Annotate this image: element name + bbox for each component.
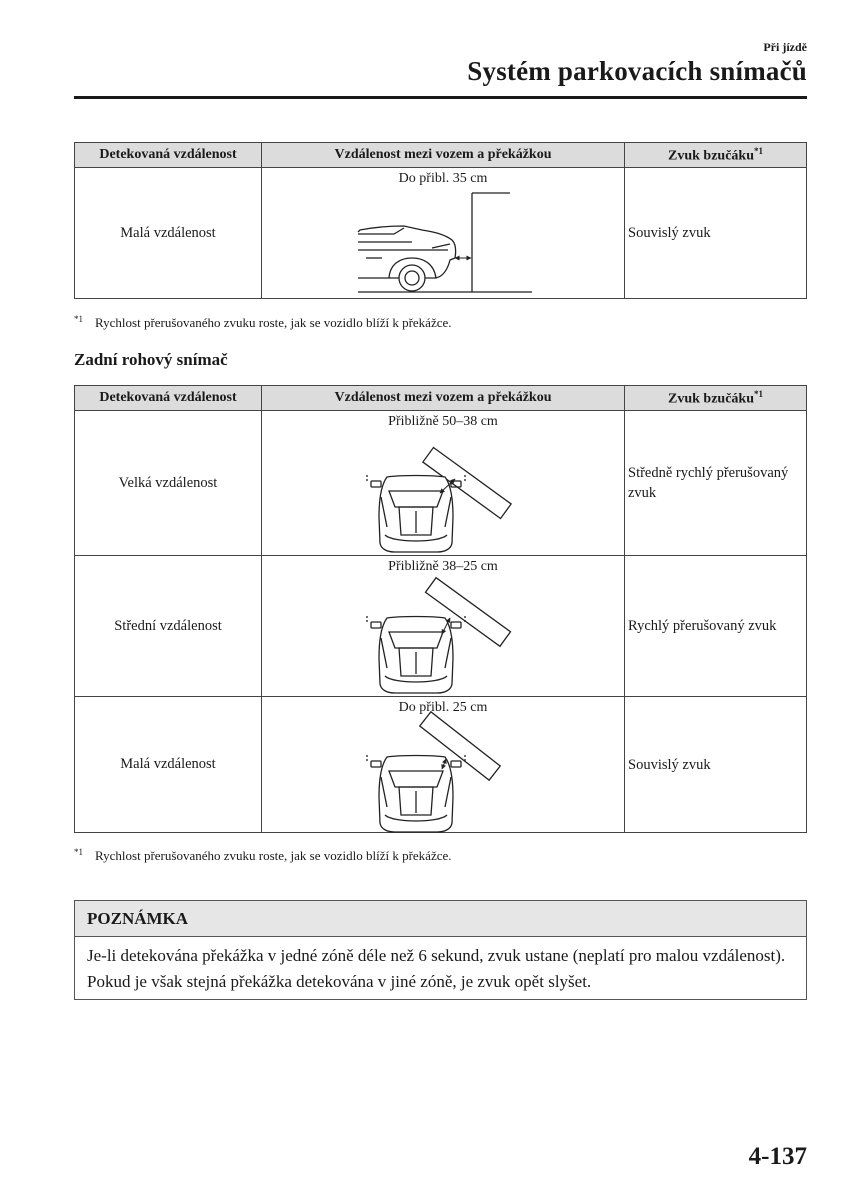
page-title: Systém parkovacích snímačů: [467, 56, 807, 86]
distance-cell: Střední vzdálenost: [75, 556, 262, 697]
table-header-row: [75, 386, 807, 411]
top-car-icon: [367, 475, 465, 552]
page-number: 4-137: [748, 1143, 807, 1170]
sound-cell: Rychlý přerušovaný zvuk: [625, 556, 807, 697]
table-row: [75, 697, 807, 833]
diagram-cell: [262, 556, 625, 697]
header-car-obstacle-distance: Vzdálenost mezi vozem a překážkou: [262, 386, 625, 411]
table-row: [75, 556, 807, 697]
section-label: Při jízdě: [763, 40, 807, 54]
note-text: Je-li detekována překážka v jedné zóně déle než 6 sekund, zvuk ustane (neplatí pro malou vzdálenost). Pokud je však stejná překážka detekována v jiné zóně, je zvuk opět slyšet.: [87, 946, 786, 991]
rear-sensor-diagram: [262, 168, 616, 299]
table-header-row: [75, 143, 807, 168]
table-row: [75, 411, 807, 556]
diagram-cell: [262, 697, 625, 833]
sound-cell: Středně rychlý přerušovaný zvuk: [625, 411, 807, 556]
distance-cell: Velká vzdálenost: [75, 411, 262, 556]
corner-sensor-diagram-far: [262, 411, 616, 556]
top-car-icon: [367, 755, 465, 832]
distance-caption: Do přibl. 25 cm: [398, 700, 488, 715]
footnote-text: Rychlost přerušovaného zvuku roste, jak se vozidlo blíží k překážce.: [95, 848, 452, 864]
diagram-cell: [262, 168, 625, 299]
distance-cell: Malá vzdálenost: [75, 697, 262, 833]
footnote-mark: *1: [753, 388, 763, 399]
corner-sensor-diagram-near: [262, 697, 616, 833]
sensor-table-corner: [74, 385, 807, 833]
header-detected-distance: Detekovaná vzdálenost: [75, 143, 262, 168]
distance-caption: Přibližně 50–38 cm: [388, 414, 498, 429]
side-car-icon: [358, 226, 456, 291]
header-car-obstacle-distance: Vzdálenost mezi vozem a překážkou: [262, 143, 625, 168]
footnote-text: Rychlost přerušovaného zvuku roste, jak se vozidlo blíží k překážce.: [95, 315, 452, 331]
distance-caption: Přibližně 38–25 cm: [388, 559, 498, 574]
note-heading: POZNÁMKA: [75, 901, 806, 937]
footnote-mark: *1: [753, 145, 763, 156]
distance-caption: Do přibl. 35 cm: [398, 171, 488, 186]
footnote: [74, 314, 452, 331]
footnote-mark: *1: [74, 314, 83, 324]
header-detected-distance: Detekovaná vzdálenost: [75, 386, 262, 411]
note-box: [74, 900, 807, 1000]
title-rule: [74, 96, 807, 99]
header-buzzer-sound: Zvuk bzučáku$^{*1}$: [625, 386, 807, 411]
subheading: Zadní rohový snímač: [74, 350, 228, 369]
footnote-mark: *1: [74, 847, 83, 857]
corner-sensor-diagram-mid: [262, 556, 616, 697]
diagram-cell: [262, 411, 625, 556]
distance-cell: Malá vzdálenost: [75, 168, 262, 299]
top-car-icon: [367, 616, 465, 693]
sound-cell: Souvislý zvuk: [625, 697, 807, 833]
footnote: [74, 847, 452, 864]
sound-cell: Souvislý zvuk: [625, 168, 807, 299]
sensor-table-rear: [74, 142, 807, 299]
table-row: [75, 168, 807, 299]
header-buzzer-sound: Zvuk bzučáku$^{*1}$: [625, 143, 807, 168]
